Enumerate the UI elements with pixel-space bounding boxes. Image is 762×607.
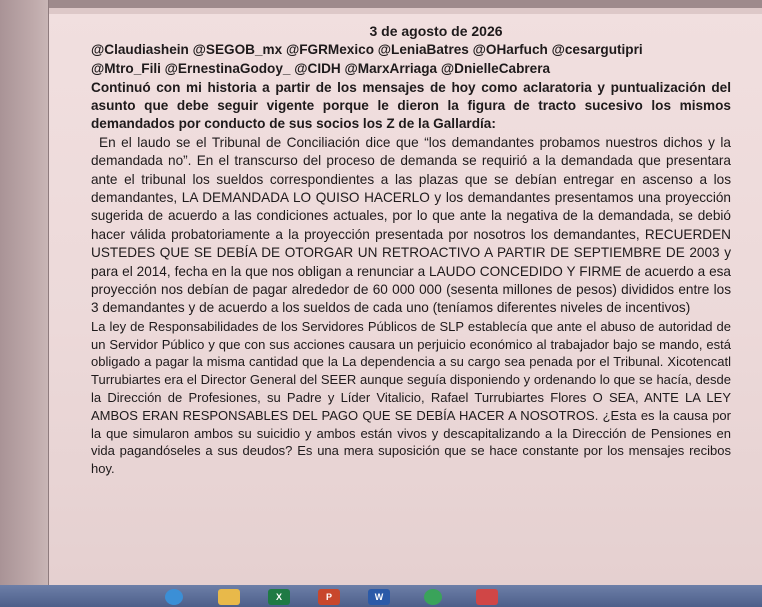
document-left-gutter xyxy=(0,0,49,585)
paragraph-ley-responsabilidades: La ley de Responsabilidades de los Servidores Públicos de SLP establecía que ante el abuso de autoridad de un Servidor Público y que con sus acciones causara un perjuicio económico al trabajador bajo se mando, está obligado a pagar la misma cantidad que la La dependencia a su cargo sea penada por el Tribunal. Xicotencatl Turrubiartes era el Director General del SEER aunque seguía disponiendo y ordenando lo que se hacía, desde la Dirección de Profesiones, su Padre y Líder Vitalicio, Rafael Turrubiartes Flores O SEA, ANTE LA LEY AMBOS ERAN RESPONSABLES DEL PAGO QUE SE DEBÍA HACER A NOSOTROS. ¿Esta es la causa por la que simularon ambos su suicidio y ambos están vivos y descapitalizando a la Dirección de Pensiones en vida pagandóseles a sus deudos? Es una mera suposición que se hace constante por los mensajes recibos hoy. xyxy=(91,318,731,477)
window-top-strip xyxy=(0,0,762,8)
powerpoint-icon[interactable]: P xyxy=(318,589,340,605)
edge-icon[interactable] xyxy=(165,589,183,605)
paragraph-laudo: En el laudo se el Tribunal de Conciliación dice que “los demandantes probamos nuestros dichos y la demandada no”. En el transcurso del proceso de demanda se requirió a la demandada que presentara ante el tribunal los sueldos correspondientes a las plazas que se debían entregar en ascenso a los demandantes, LA DEMANDADA LO QUISO HACERLO y los demandantes presentamos una proyección sugerida de acuerdo a las condiciones actuales, por lo que ante la negativa de la demandada, se debió hacer válida probatoriamente a la proyección presentada por nosotros los demandantes, RECUERDEN USTEDES QUE SE DEBÍA DE OTORGAR UN RETROACTIVO A PARTIR DE SEPTIEMBRE DE 2003 y para el 2014, fecha en la que nos obligan a renunciar a LAUDO CONCEDIDO Y FIRME de acuerdo a esa proyección nos debían de pagar alrededor de 60 000 000 (sesenta millones de pesos) divididos entre los 3 demandantes y de acuerdo a los sueldos de cada uno (teníamos diferentes niveles de incentivos) xyxy=(91,134,731,316)
document-date: 3 de agosto de 2026 xyxy=(369,23,503,39)
chrome-icon[interactable] xyxy=(424,589,442,605)
app-icon[interactable] xyxy=(476,589,498,605)
paragraph-intro: Continuó con mi historia a partir de los mensajes de hoy como aclaratoria y puntualización del asunto que debe seguir vigente porque le dieron la figura de tracto sucesivo los mismos demandados por conducto de sus socios los Z de la Gallardía: xyxy=(91,79,731,132)
explorer-icon[interactable] xyxy=(218,589,240,605)
mentions-line-2: @Mtro_Fili @ErnestinaGodoy_ @CIDH @MarxArriaga @DnielleCabrera xyxy=(91,61,551,76)
mentions-line-1: @Claudiashein @SEGOB_mx @FGRMexico @LeniaBatres @OHarfuch @cesargutipri xyxy=(91,42,643,58)
document-content[interactable] xyxy=(91,22,731,582)
excel-icon[interactable]: X xyxy=(268,589,290,605)
page-top-edge xyxy=(49,8,762,14)
taskbar xyxy=(0,585,762,607)
word-icon[interactable]: W xyxy=(368,589,390,605)
